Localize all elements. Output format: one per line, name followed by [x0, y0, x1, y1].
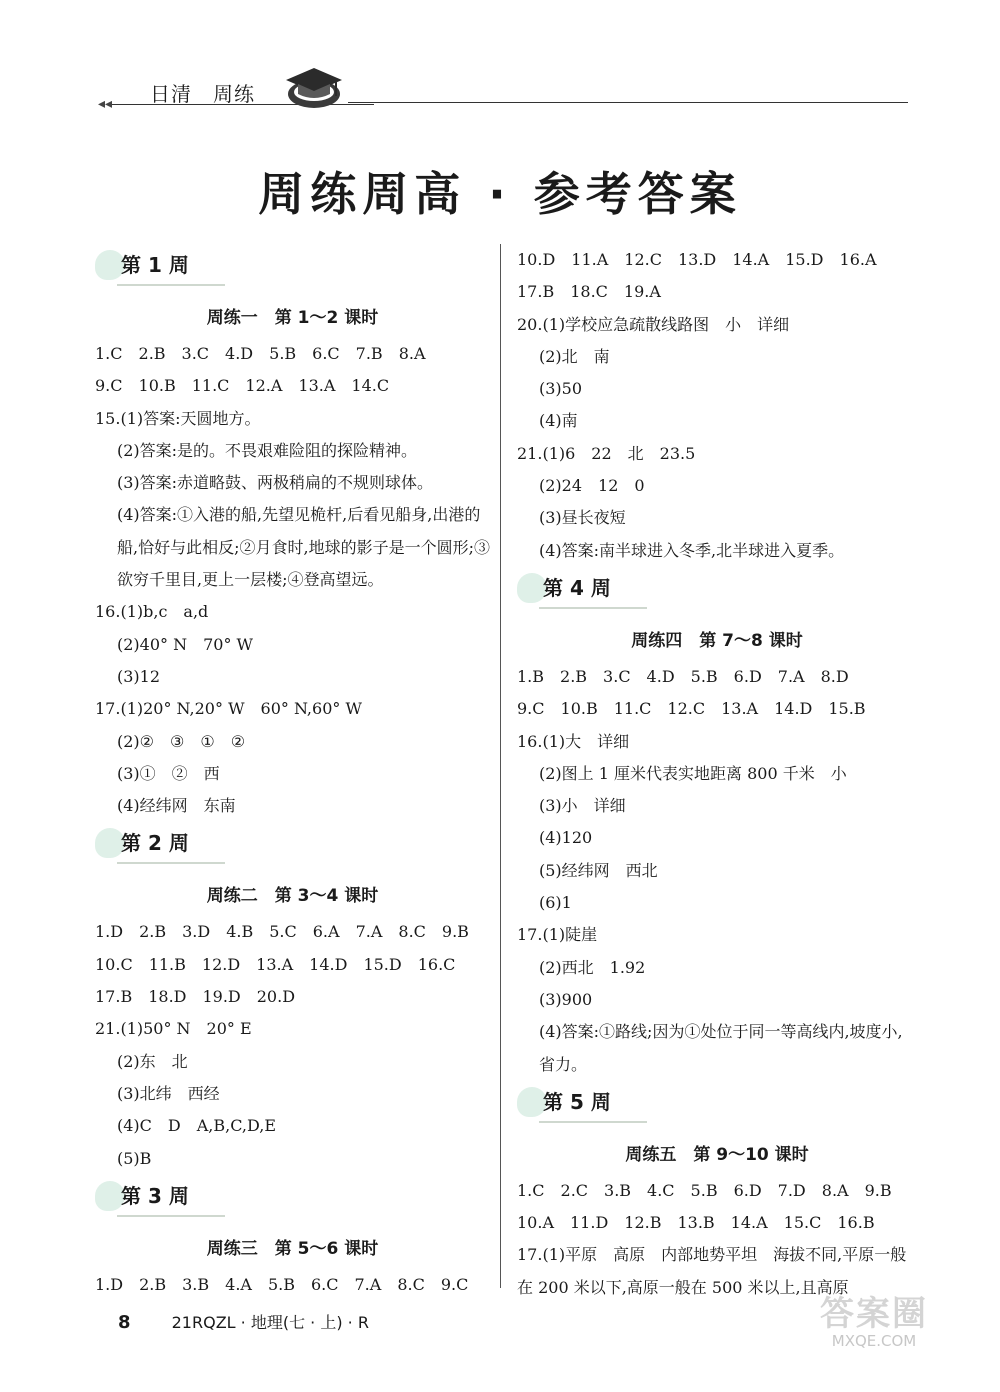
week-heading: 第 2 周	[95, 824, 490, 868]
answer-line: 9.C 10.B 11.C 12.C 13.A 14.D 15.B	[517, 699, 866, 719]
answer-line: (3)昼长夜短	[539, 508, 626, 528]
answer-line: (2)答案:是的。不畏艰难险阻的探险精神。	[117, 440, 418, 460]
answer-line: (3)① ② 西	[117, 763, 220, 783]
answer-line: (4)答案:南半球进入冬季,北半球进入夏季。	[539, 540, 845, 560]
graduation-cap-icon	[284, 64, 344, 110]
answer-line: (2)图上 1 厘米代表实地距离 800 千米 小	[539, 763, 847, 783]
watermark	[820, 1296, 928, 1350]
answer-line: 17.(1)陡崖	[517, 925, 598, 945]
watermark-logo: 答案圈	[820, 1294, 928, 1334]
answer-paragraph: (4)答案:①入港的船,先望见桅杆,后看见船身,出港的船,恰好与此相反;②月食时,地球的影子是一个圆形;③欲穷千里目,更上一层楼;④登高望远。	[117, 505, 490, 590]
answer-line: 1.D 2.B 3.B 4.A 5.B 6.C 7.A 8.C 9.C	[95, 1274, 469, 1294]
week-heading: 第 5 周	[517, 1083, 917, 1127]
week-heading: 第 1 周	[95, 246, 490, 290]
answer-line: 1.C 2.C 3.B 4.C 5.B 6.D 7.D 8.A 9.B	[517, 1180, 892, 1200]
section-subtitle: 周练一 第 1～2 课时	[206, 308, 379, 328]
page-number: 8	[118, 1312, 131, 1333]
answer-line: (3)北纬 西经	[117, 1083, 220, 1103]
left-column	[95, 244, 490, 1301]
answer-line: 15.(1)答案:天圆地方。	[95, 408, 261, 428]
answer-line: 21.(1)50° N 20° E	[95, 1019, 252, 1039]
answer-line: 1.C 2.B 3.C 4.D 5.B 6.C 7.B 8.A	[95, 344, 426, 363]
week-heading: 第 4 周	[517, 569, 917, 613]
watermark-url: MXQE.COM	[831, 1332, 917, 1351]
arrow-icon: ◂◂	[98, 96, 113, 112]
answer-line: (3)900	[539, 989, 593, 1009]
answer-line: 10.C 11.B 12.D 13.A 14.D 15.D 16.C	[95, 954, 456, 974]
answer-line: (2)② ③ ① ②	[117, 731, 246, 751]
section-subtitle: 周练四 第 7～8 课时	[631, 630, 803, 651]
answer-line: (4)南	[539, 411, 578, 431]
book-code: 21RQZL · 地理(七 · 上) · R	[171, 1313, 369, 1332]
answer-line: (2)40° N 70° W	[117, 634, 254, 654]
right-column	[517, 244, 917, 1304]
section-subtitle: 周练二 第 3～4 课时	[206, 886, 379, 907]
answer-line: 1.D 2.B 3.D 4.B 5.C 6.A 7.A 8.C 9.B	[95, 922, 469, 942]
answer-line: (3)答案:赤道略鼓、两极稍扁的不规则球体。	[117, 473, 434, 493]
answer-line: 17.B 18.C 19.A	[517, 282, 661, 302]
answer-line: 20.(1)学校应急疏散线路图 小 详细	[517, 314, 790, 334]
answer-line: (2)北 南	[539, 346, 610, 366]
answer-line: 10.A 11.D 12.B 13.B 14.A 15.C 16.B	[517, 1213, 875, 1233]
answer-line: (3)小 详细	[539, 796, 626, 816]
answer-line: (6)1	[539, 893, 572, 913]
answer-line: (3)12	[117, 666, 161, 686]
header-rule-right	[348, 102, 908, 103]
answer-line: 16.(1)大 详细	[517, 731, 630, 751]
answer-line: (2)西北 1.92	[539, 957, 646, 977]
section-subtitle: 周练五 第 9～10 课时	[625, 1144, 809, 1165]
header-label: 日清 周练	[150, 82, 255, 106]
week-heading: 第 3 周	[95, 1177, 490, 1221]
page-footer	[118, 1310, 369, 1333]
column-divider	[500, 244, 501, 1288]
answer-line: (4)C D A,B,C,D,E	[117, 1116, 277, 1136]
answer-line: 17.(1)20° N,20° W 60° N,60° W	[95, 699, 362, 719]
answer-line: 9.C 10.B 11.C 12.A 13.A 14.C	[95, 376, 390, 396]
answer-line: (4)120	[539, 828, 593, 848]
answer-line: 1.B 2.B 3.C 4.D 5.B 6.D 7.A 8.D	[517, 666, 849, 686]
answer-line: (2)东 北	[117, 1051, 188, 1071]
answer-line: 10.D 11.A 12.C 13.D 14.A 15.D 16.A	[517, 250, 877, 269]
answer-line: (5)B	[117, 1148, 152, 1168]
answer-line: 16.(1)b,c a,d	[95, 602, 209, 622]
answer-line: (2)24 12 0	[539, 476, 645, 496]
answer-line: (5)经纬网 西北	[539, 860, 658, 880]
answer-paragraph: 17.(1)平原 高原 内部地势平坦 海拔不同,平原一般在 200 米以下,高原一般在 500 米以上,且高原	[517, 1245, 907, 1297]
answer-paragraph: (4)答案:①路线;因为①处位于同一等高线内,坡度小,省力。	[539, 1022, 903, 1074]
section-subtitle: 周练三 第 5～6 课时	[206, 1238, 379, 1259]
page-title: 周练周高 · 参考答案	[258, 167, 742, 221]
answer-line: 17.B 18.D 19.D 20.D	[95, 987, 296, 1007]
answer-line: (4)经纬网 东南	[117, 796, 236, 816]
answer-line: (3)50	[539, 379, 583, 399]
answer-line: 21.(1)6 22 北 23.5	[517, 443, 696, 463]
page-header	[98, 62, 908, 112]
